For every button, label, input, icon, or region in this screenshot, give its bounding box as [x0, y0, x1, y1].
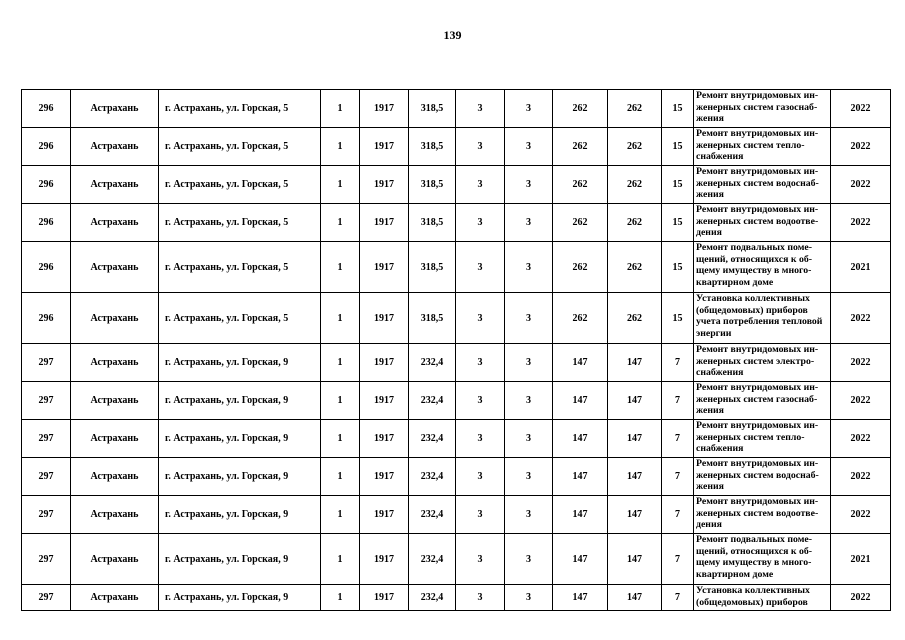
address-cell: г. Астрахань, ул. Горская, 5 — [159, 166, 321, 204]
value-cell: 147 — [553, 585, 608, 611]
work-type-cell — [694, 242, 831, 293]
year-built-cell: 1917 — [360, 382, 409, 420]
work-type-line: энергии — [696, 327, 732, 339]
row-number-cell: 296 — [22, 90, 71, 128]
row-number-cell: 297 — [22, 458, 71, 496]
work-type-line: Ремонт внутридомовых ин- — [696, 90, 819, 101]
value-cell: 147 — [553, 344, 608, 382]
area-cell: 318,5 — [409, 90, 456, 128]
work-type-line: Ремонт внутридомовых ин- — [696, 382, 819, 393]
work-type-line: женерных систем водоснаб- — [696, 177, 819, 189]
work-type-cell — [694, 382, 831, 420]
work-type-line: щему имуществу в много- — [696, 265, 812, 277]
city-cell: Астрахань — [71, 242, 159, 293]
value-cell: 147 — [608, 585, 662, 611]
work-type-line: учета потребления тепловой — [696, 316, 823, 328]
value-cell: 147 — [608, 420, 662, 458]
value-cell: 147 — [553, 420, 608, 458]
row-number-cell: 297 — [22, 382, 71, 420]
year-built-cell: 1917 — [360, 534, 409, 585]
city-cell: Астрахань — [71, 344, 159, 382]
address-cell: г. Астрахань, ул. Горская, 9 — [159, 496, 321, 534]
value-cell: 147 — [608, 344, 662, 382]
work-type-line: Ремонт внутридомовых ин- — [696, 166, 819, 177]
value-cell: 3 — [505, 496, 553, 534]
value-cell: 3 — [505, 90, 553, 128]
value-cell: 3 — [505, 534, 553, 585]
row-number-cell: 296 — [22, 242, 71, 293]
area-cell: 318,5 — [409, 242, 456, 293]
row-number-cell: 297 — [22, 534, 71, 585]
work-type-line: Ремонт внутридомовых ин- — [696, 496, 819, 507]
count-cell: 1 — [321, 382, 360, 420]
address-cell: г. Астрахань, ул. Горская, 9 — [159, 534, 321, 585]
value-cell: 147 — [553, 382, 608, 420]
value-cell: 262 — [553, 242, 608, 293]
city-cell: Астрахань — [71, 204, 159, 242]
count-cell: 1 — [321, 496, 360, 534]
year-built-cell: 1917 — [360, 128, 409, 166]
work-type-line: щений, относящихся к об- — [696, 253, 813, 265]
work-type-cell — [694, 293, 831, 344]
city-cell: Астрахань — [71, 585, 159, 611]
city-cell: Астрахань — [71, 166, 159, 204]
table-row — [22, 534, 891, 585]
area-cell: 318,5 — [409, 204, 456, 242]
year-built-cell: 1917 — [360, 90, 409, 128]
work-type-line: Ремонт внутридомовых ин- — [696, 204, 819, 215]
work-type-line: щему имуществу в много- — [696, 557, 812, 569]
row-number-cell: 296 — [22, 293, 71, 344]
work-type-line: щений, относящихся к об- — [696, 545, 813, 557]
value-cell: 15 — [662, 128, 694, 166]
work-type-line: дения — [696, 227, 722, 239]
table-row — [22, 166, 891, 204]
table-row — [22, 458, 891, 496]
address-cell: г. Астрахань, ул. Горская, 9 — [159, 585, 321, 611]
value-cell: 3 — [456, 585, 505, 611]
plan-year-cell: 2022 — [831, 128, 891, 166]
capital-repair-table — [21, 89, 891, 611]
count-cell: 1 — [321, 293, 360, 344]
plan-year-cell: 2022 — [831, 90, 891, 128]
value-cell: 3 — [505, 166, 553, 204]
work-type-line: дения — [696, 519, 722, 531]
value-cell: 3 — [456, 496, 505, 534]
work-type-cell — [694, 420, 831, 458]
value-cell: 7 — [662, 496, 694, 534]
area-cell: 232,4 — [409, 344, 456, 382]
value-cell: 3 — [505, 293, 553, 344]
plan-year-cell: 2022 — [831, 420, 891, 458]
work-type-line: снабжения — [696, 151, 744, 163]
count-cell: 1 — [321, 90, 360, 128]
value-cell: 262 — [553, 90, 608, 128]
table-row — [22, 128, 891, 166]
work-type-line: женерных систем водоснаб- — [696, 469, 819, 481]
city-cell: Астрахань — [71, 496, 159, 534]
plan-year-cell: 2022 — [831, 204, 891, 242]
table-body — [22, 90, 891, 611]
work-type-line: женерных систем газоснаб- — [696, 101, 818, 113]
work-type-line: квартирном доме — [696, 276, 774, 288]
city-cell: Астрахань — [71, 293, 159, 344]
work-type-cell — [694, 204, 831, 242]
work-type-line: Ремонт внутридомовых ин- — [696, 128, 819, 139]
value-cell: 147 — [608, 534, 662, 585]
row-number-cell: 296 — [22, 166, 71, 204]
address-cell: г. Астрахань, ул. Горская, 5 — [159, 90, 321, 128]
value-cell: 147 — [608, 458, 662, 496]
year-built-cell: 1917 — [360, 166, 409, 204]
year-built-cell: 1917 — [360, 204, 409, 242]
work-type-cell — [694, 90, 831, 128]
value-cell: 3 — [456, 344, 505, 382]
count-cell: 1 — [321, 128, 360, 166]
work-type-line: Ремонт подвальных поме- — [696, 242, 813, 253]
address-cell: г. Астрахань, ул. Горская, 9 — [159, 458, 321, 496]
plan-year-cell: 2022 — [831, 293, 891, 344]
work-type-line: женерных систем водоотве- — [696, 215, 819, 227]
value-cell: 147 — [608, 382, 662, 420]
value-cell: 3 — [456, 382, 505, 420]
address-cell: г. Астрахань, ул. Горская, 9 — [159, 382, 321, 420]
value-cell: 3 — [456, 204, 505, 242]
value-cell: 262 — [608, 204, 662, 242]
work-type-line: женерных систем газоснаб- — [696, 393, 818, 405]
city-cell: Астрахань — [71, 90, 159, 128]
work-type-line: Ремонт внутридомовых ин- — [696, 420, 819, 431]
plan-year-cell: 2022 — [831, 496, 891, 534]
work-type-line: (общедомовых) приборов — [696, 304, 808, 316]
area-cell: 318,5 — [409, 166, 456, 204]
count-cell: 1 — [321, 458, 360, 496]
address-cell: г. Астрахань, ул. Горская, 5 — [159, 128, 321, 166]
value-cell: 262 — [553, 204, 608, 242]
value-cell: 262 — [608, 242, 662, 293]
value-cell: 15 — [662, 204, 694, 242]
area-cell: 232,4 — [409, 585, 456, 611]
area-cell: 318,5 — [409, 293, 456, 344]
work-type-line: Установка коллективных — [696, 585, 810, 596]
value-cell: 7 — [662, 534, 694, 585]
value-cell: 147 — [553, 458, 608, 496]
table-row — [22, 382, 891, 420]
row-number-cell: 297 — [22, 420, 71, 458]
work-type-line: женерных систем тепло- — [696, 139, 805, 151]
area-cell: 232,4 — [409, 458, 456, 496]
value-cell: 3 — [505, 242, 553, 293]
table-row — [22, 585, 891, 611]
count-cell: 1 — [321, 585, 360, 611]
count-cell: 1 — [321, 242, 360, 293]
work-type-line: Установка коллективных — [696, 293, 810, 304]
value-cell: 262 — [553, 293, 608, 344]
work-type-line: женерных систем электро- — [696, 355, 815, 367]
value-cell: 3 — [456, 420, 505, 458]
area-cell: 232,4 — [409, 420, 456, 458]
work-type-line: женерных систем тепло- — [696, 431, 805, 443]
plan-year-cell: 2022 — [831, 344, 891, 382]
work-type-line: снабжения — [696, 367, 744, 379]
work-type-cell — [694, 128, 831, 166]
work-type-line: жения — [696, 481, 724, 493]
table-row — [22, 496, 891, 534]
value-cell: 262 — [553, 128, 608, 166]
value-cell: 7 — [662, 458, 694, 496]
work-type-line: снабжения — [696, 443, 744, 455]
page-number: 139 — [443, 28, 462, 42]
work-type-line: Ремонт внутридомовых ин- — [696, 458, 819, 469]
row-number-cell: 297 — [22, 344, 71, 382]
table-row — [22, 420, 891, 458]
plan-year-cell: 2021 — [831, 242, 891, 293]
count-cell: 1 — [321, 534, 360, 585]
address-cell: г. Астрахань, ул. Горская, 9 — [159, 420, 321, 458]
address-cell: г. Астрахань, ул. Горская, 5 — [159, 242, 321, 293]
value-cell: 3 — [505, 382, 553, 420]
city-cell: Астрахань — [71, 382, 159, 420]
count-cell: 1 — [321, 204, 360, 242]
work-type-line: жения — [696, 113, 724, 125]
value-cell: 147 — [553, 496, 608, 534]
year-built-cell: 1917 — [360, 585, 409, 611]
row-number-cell: 296 — [22, 204, 71, 242]
value-cell: 262 — [608, 166, 662, 204]
value-cell: 3 — [505, 128, 553, 166]
value-cell: 3 — [456, 242, 505, 293]
year-built-cell: 1917 — [360, 496, 409, 534]
city-cell: Астрахань — [71, 534, 159, 585]
value-cell: 3 — [505, 204, 553, 242]
value-cell: 15 — [662, 293, 694, 344]
address-cell: г. Астрахань, ул. Горская, 5 — [159, 293, 321, 344]
work-type-cell — [694, 458, 831, 496]
row-number-cell: 296 — [22, 128, 71, 166]
value-cell: 3 — [456, 90, 505, 128]
row-number-cell: 297 — [22, 585, 71, 611]
value-cell: 3 — [505, 420, 553, 458]
work-type-line: (общедомовых) приборов — [696, 596, 808, 608]
value-cell: 7 — [662, 420, 694, 458]
work-type-cell — [694, 585, 831, 611]
work-type-cell — [694, 166, 831, 204]
work-type-line: жения — [696, 405, 724, 417]
count-cell: 1 — [321, 344, 360, 382]
value-cell: 15 — [662, 166, 694, 204]
value-cell: 147 — [553, 534, 608, 585]
plan-year-cell: 2022 — [831, 585, 891, 611]
work-type-cell — [694, 534, 831, 585]
value-cell: 3 — [505, 344, 553, 382]
work-type-line: Ремонт внутридомовых ин- — [696, 344, 819, 355]
work-type-line: Ремонт подвальных поме- — [696, 534, 813, 545]
year-built-cell: 1917 — [360, 458, 409, 496]
table-row — [22, 242, 891, 293]
plan-year-cell: 2022 — [831, 166, 891, 204]
plan-year-cell: 2022 — [831, 458, 891, 496]
year-built-cell: 1917 — [360, 420, 409, 458]
work-type-line: квартирном доме — [696, 568, 774, 580]
year-built-cell: 1917 — [360, 344, 409, 382]
work-type-line: жения — [696, 189, 724, 201]
table-row — [22, 293, 891, 344]
work-type-cell — [694, 344, 831, 382]
address-cell: г. Астрахань, ул. Горская, 5 — [159, 204, 321, 242]
value-cell: 3 — [456, 166, 505, 204]
area-cell: 232,4 — [409, 496, 456, 534]
year-built-cell: 1917 — [360, 242, 409, 293]
work-type-cell — [694, 496, 831, 534]
city-cell: Астрахань — [71, 420, 159, 458]
value-cell: 7 — [662, 585, 694, 611]
value-cell: 7 — [662, 344, 694, 382]
value-cell: 3 — [456, 534, 505, 585]
table-row — [22, 344, 891, 382]
city-cell: Астрахань — [71, 128, 159, 166]
year-built-cell: 1917 — [360, 293, 409, 344]
value-cell: 3 — [505, 585, 553, 611]
value-cell: 262 — [608, 128, 662, 166]
row-number-cell: 297 — [22, 496, 71, 534]
value-cell: 3 — [456, 458, 505, 496]
value-cell: 262 — [608, 90, 662, 128]
value-cell: 7 — [662, 382, 694, 420]
plan-year-cell: 2022 — [831, 382, 891, 420]
count-cell: 1 — [321, 166, 360, 204]
value-cell: 3 — [456, 128, 505, 166]
area-cell: 318,5 — [409, 128, 456, 166]
value-cell: 147 — [608, 496, 662, 534]
work-type-line: женерных систем водоотве- — [696, 507, 819, 519]
value-cell: 3 — [456, 293, 505, 344]
area-cell: 232,4 — [409, 534, 456, 585]
value-cell: 262 — [553, 166, 608, 204]
city-cell: Астрахань — [71, 458, 159, 496]
count-cell: 1 — [321, 420, 360, 458]
area-cell: 232,4 — [409, 382, 456, 420]
address-cell: г. Астрахань, ул. Горская, 9 — [159, 344, 321, 382]
value-cell: 262 — [608, 293, 662, 344]
plan-year-cell: 2021 — [831, 534, 891, 585]
value-cell: 15 — [662, 90, 694, 128]
value-cell: 15 — [662, 242, 694, 293]
value-cell: 3 — [505, 458, 553, 496]
table-row — [22, 90, 891, 128]
table-row — [22, 204, 891, 242]
